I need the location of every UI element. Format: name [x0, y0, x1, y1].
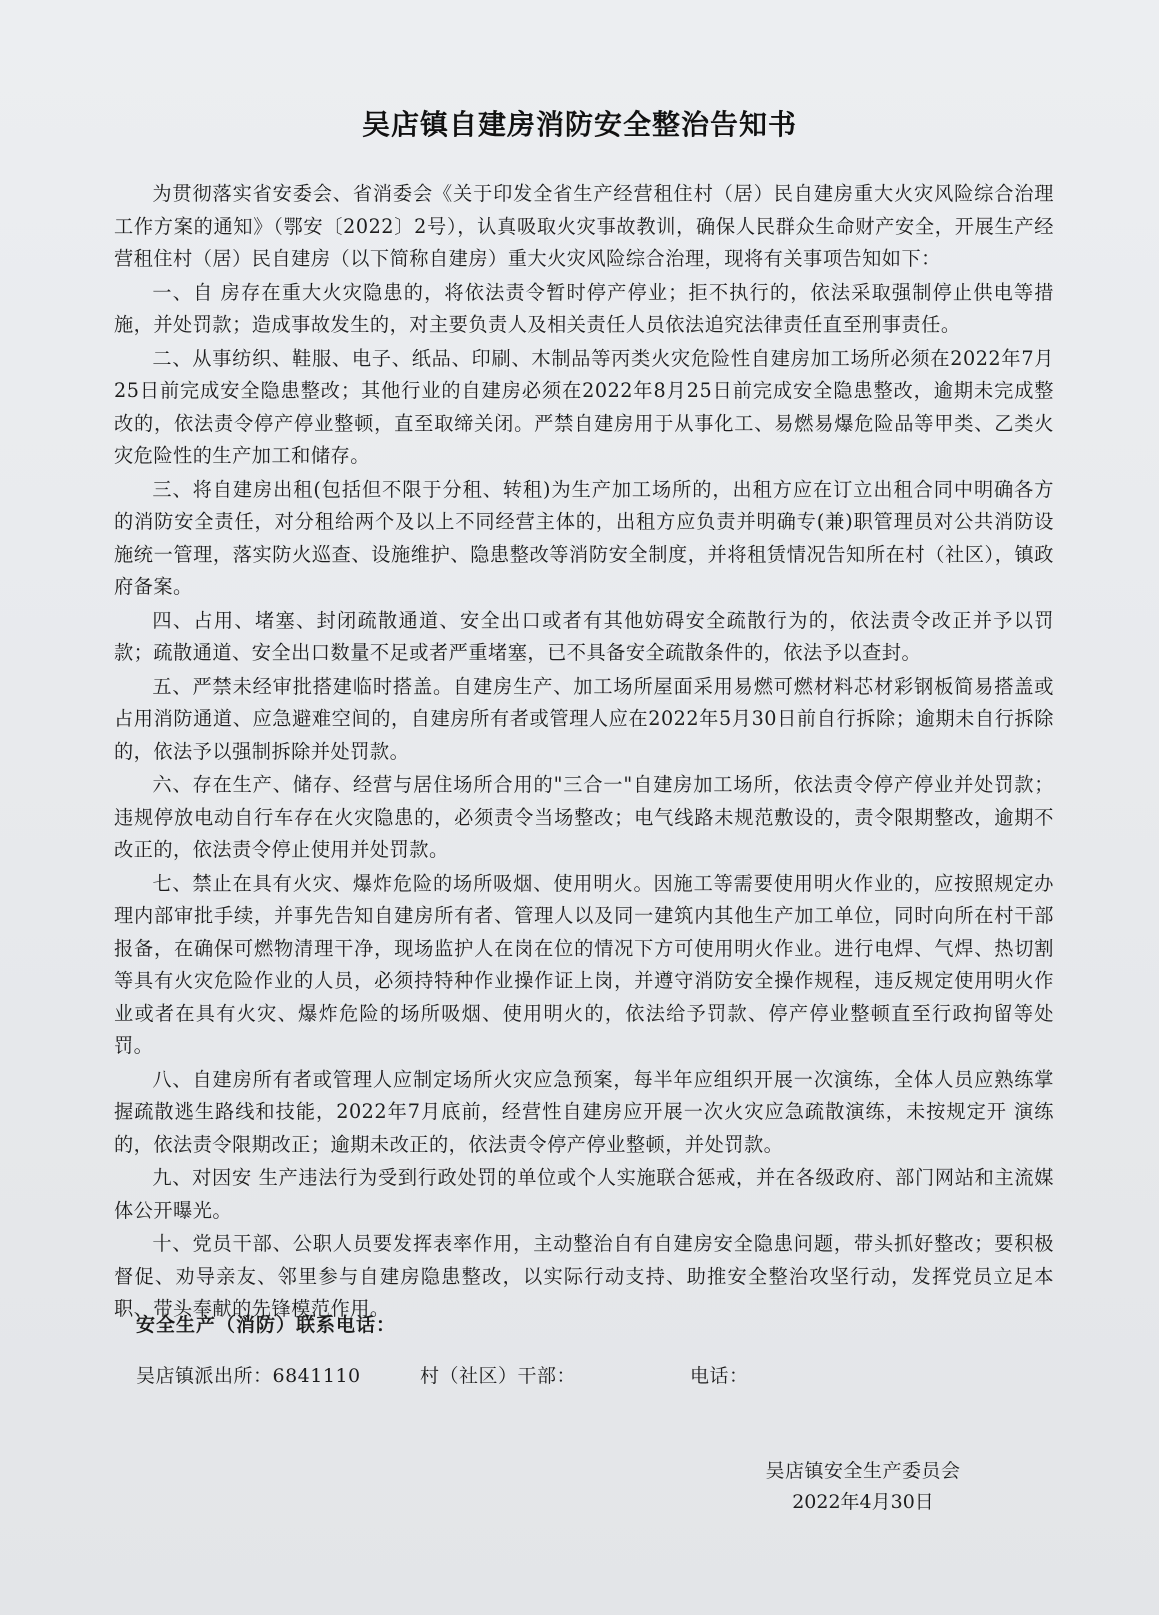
- document-body: [114, 178, 1054, 1327]
- paragraph-item-9: 九、对因安 生产违法行为受到行政处罚的单位或个人实施联合惩戒，并在各级政府、部门网站和主流媒体公开曝光。: [114, 1166, 1054, 1222]
- contact-heading: 安全生产（消防）联系电话：: [136, 1314, 397, 1336]
- document-title: 吴店镇自建房消防安全整治告知书: [361, 108, 797, 141]
- village-cadre-contact: 村（社区）干部：: [420, 1365, 577, 1387]
- paragraph-item-4: 四、占用、堵塞、封闭疏散通道、安全出口或者有其他妨碍安全疏散行为的，依法责令改正并予以罚款；疏散通道、安全出口数量不足或者严重堵塞，已不具备安全疏散条件的，依法予以查封。: [114, 608, 1054, 664]
- paragraph-item-8: 八、自建房所有者或管理人应制定场所火灾应急预案，每半年应组织开展一次演练，全体人员应熟练掌握疏散逃生路线和技能，2022年7月底前，经营性自建房应开展一次火灾应急疏散演练，未按规定开 演练的，依法责令限期改正；逾期未改正的，依法责令停产停业整顿，并处罚款。: [114, 1067, 1054, 1156]
- police-station-contact: 吴店镇派出所：6841110: [136, 1365, 361, 1387]
- paragraph-item-5: 五、严禁未经审批搭建临时搭盖。自建房生产、加工场所屋面采用易燃可燃材料芯材彩钢板简易搭盖或占用消防通道、应急避难空间的，自建房所有者或管理人应在2022年5月30日前自行拆除；逾期未自行拆除的，依法予以强制拆除并处罚款。: [114, 674, 1054, 763]
- issue-date: 2022年4月30日: [792, 1491, 934, 1513]
- issuer-name: 吴店镇安全生产委员会: [765, 1460, 961, 1482]
- paragraph-item-1: 一、自 房存在重大火灾隐患的，将依法责令暂时停产停业；拒不执行的，依法采取强制停止供电等措施，并处罚款；造成事故发生的，对主要负责人及相关责任人员依法追究法律责任直至刑事责任。: [114, 280, 1054, 336]
- paragraph-intro: 为贯彻落实省安委会、省消委会《关于印发全省生产经营租住村（居）民自建房重大火灾风险综合治理工作方案的通知》（鄂安〔2022〕2号），认真吸取火灾事故教训，确保人民群众生命财产安全，开展生产经营租住村（居）民自建房（以下简称自建房）重大火灾风险综合治理，现将有关事项告知如下：: [114, 182, 1054, 270]
- phone-contact: 电话：: [690, 1365, 749, 1387]
- paragraph-item-7: 七、禁止在具有火灾、爆炸危险的场所吸烟、使用明火。因施工等需要使用明火作业的，应按照规定办理内部审批手续，并事先告知自建房所有者、管理人以及同一建筑内其他生产加工单位，同时向所在村干部报备，在确保可燃物清理干净，现场监护人在岗在位的情况下方可使用明火作业。进行电焊、气焊、热切割等具有火灾危险作业的人员，必须持特种作业操作证上岗，并遵守消防安全操作规程，违反规定使用明火作业或者在具有火灾、爆炸危险的场所吸烟、使用明火的，依法给予罚款、停产停业整顿直至行政拘留等处罚。: [114, 871, 1054, 1057]
- paragraph-item-10: 十、党员干部、公职人员要发挥表率作用，主动整治自有自建房安全隐患问题，带头抓好整改；要积极督促、劝导亲友、邻里参与自建房隐患整改，以实际行动支持、助推安全整治攻坚行动，发挥党员立足本职、带头奉献的先锋模范作用。: [114, 1232, 1054, 1320]
- paragraph-item-3: 三、将自建房出租(包括但不限于分租、转租)为生产加工场所的，出租方应在订立出租合同中明确各方的消防安全责任，对分租给两个及以上不同经营主体的，出租方应负责并明确专(兼)职管理员对公共消防设施统一管理，落实防火巡查、设施维护、隐患整改等消防安全制度，并将租赁情况告知所在村（社区），镇政府备案。: [114, 477, 1054, 598]
- paragraph-item-2: 二、从事纺织、鞋服、电子、纸品、印刷、木制品等丙类火灾危险性自建房加工场所必须在2022年7月25日前完成安全隐患整改；其他行业的自建房必须在2022年8月25日前完成安全隐患整改，逾期未完成整改的，依法责令停产停业整顿，直至取缔关闭。严禁自建房用于从事化工、易燃易爆危险品等甲类、乙类火灾危险性的生产加工和储存。: [114, 346, 1054, 467]
- paragraph-item-6: 六、存在生产、储存、经营与居住场所合用的"三合一"自建房加工场所，依法责令停产停业并处罚款；违规停放电动自行车存在火灾隐患的，必须责令当场整改；电气线路未规范敷设的，责令限期整改，逾期不改正的，依法责令停止使用并处罚款。: [114, 773, 1054, 861]
